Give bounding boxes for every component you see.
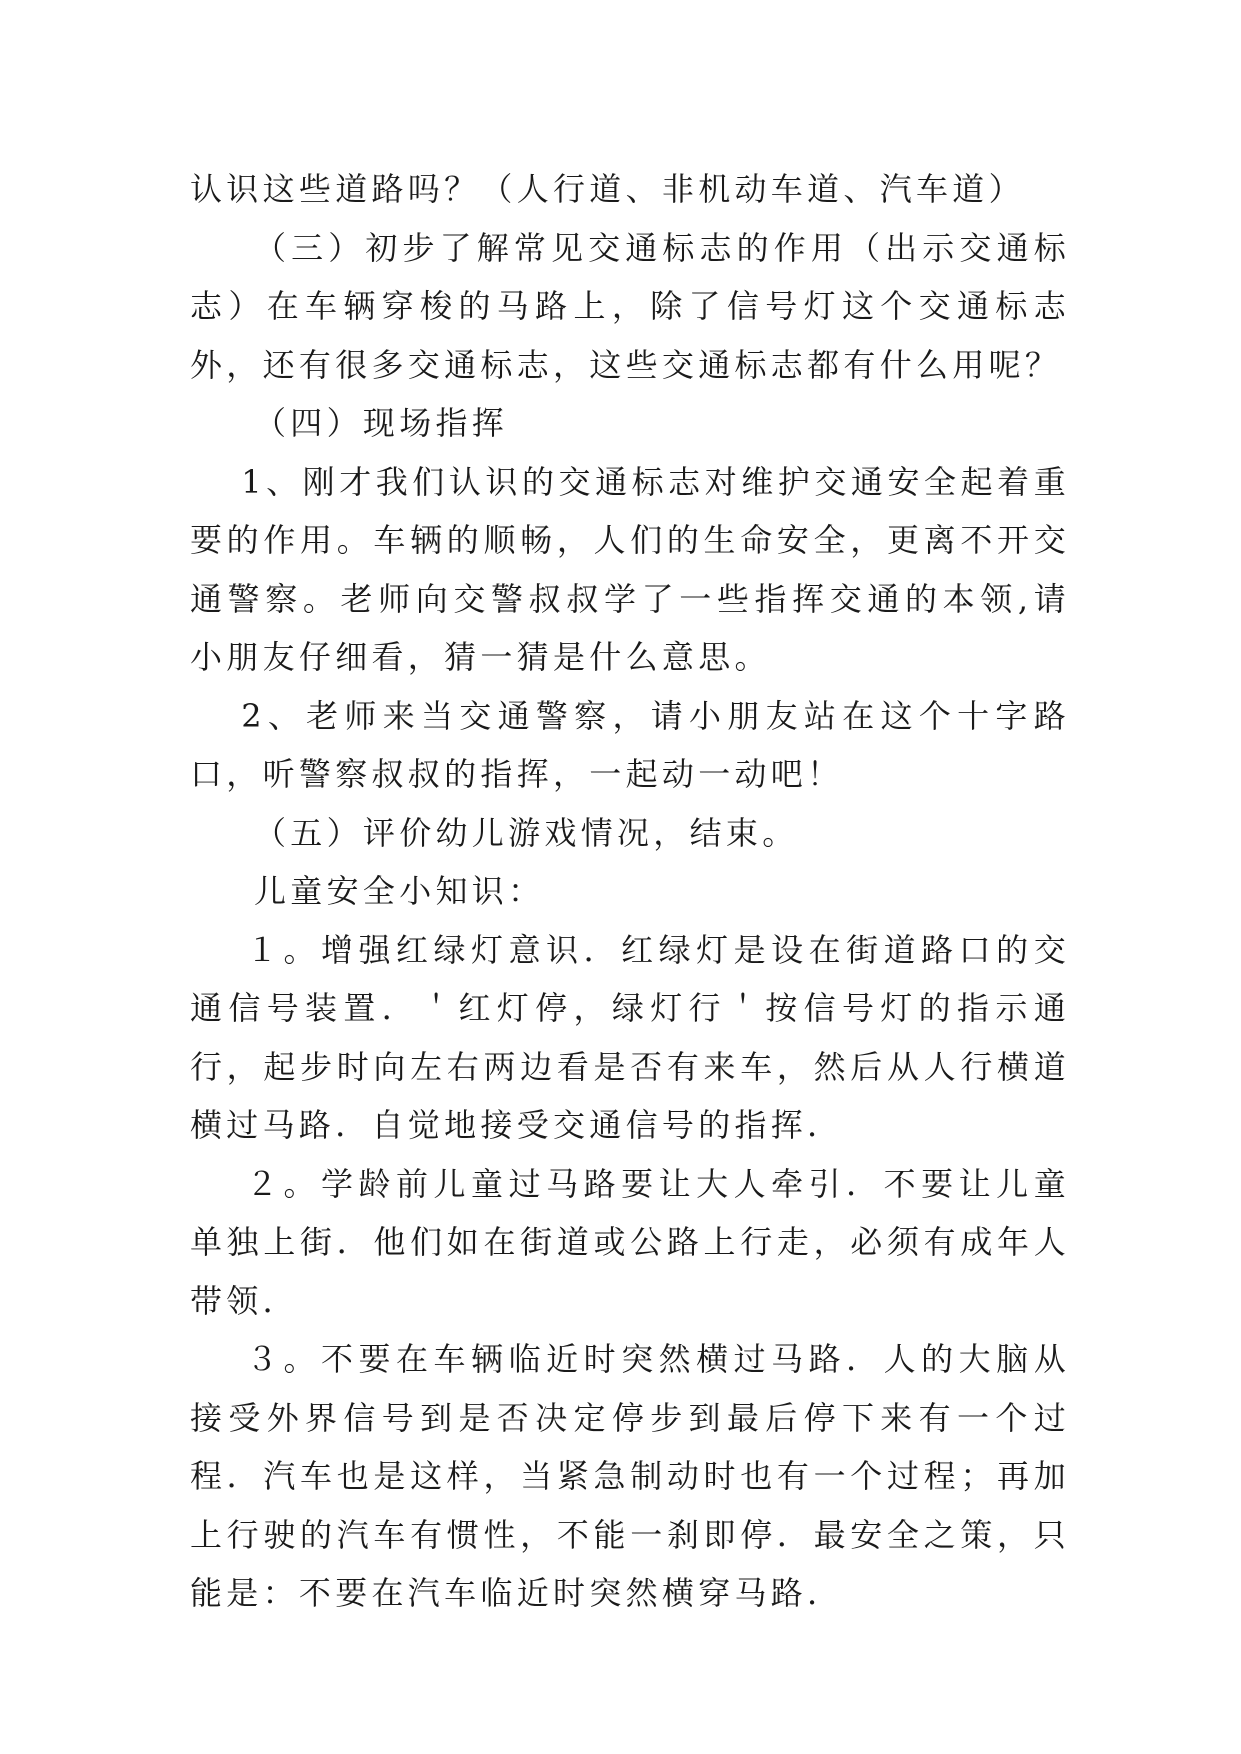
paragraph-section-three: （三）初步了解常见交通标志的作用（出示交通标志）在车辆穿梭的马路上，除了信号灯这个交通标志外，还有很多交通标志，这些交通标志都有什么用呢？ (190, 228, 1070, 384)
paragraph-road-types: 认识这些道路吗？（人行道、非机动车道、汽车道） (190, 170, 1025, 208)
document-body (190, 160, 1070, 1623)
paragraph-safety-heading: 儿童安全小知识： (254, 872, 545, 910)
paragraph-safety-tip-3: ３。不要在车辆临近时突然横过马路．人的大脑从接受外界信号到是否决定停步到最后停下来有一个过程．汽车也是这样，当紧急制动时也有一个过程；再加上行驶的汽车有惯性，不能一刹即停．最安全之策，只能是：不要在汽车临近时突然横穿马路． (190, 1340, 1070, 1612)
paragraph-section-five: （五）评价幼儿游戏情况，结束。 (254, 813, 799, 852)
paragraph-safety-tip-1: １。增强红绿灯意识．红绿灯是设在街道路口的交通信号装置．＇红灯停，绿灯行＇按信号灯的指示通行，起步时向左右两边看是否有来车，然后从人行横道横过马路．自觉地接受交通信号的指挥． (190, 930, 1070, 1144)
paragraph-section-four-heading: （四）现场指挥 (254, 404, 509, 442)
paragraph-command-one: 1、刚才我们认识的交通标志对维护交通安全起着重要的作用。车辆的顺畅，人们的生命安全，更离不开交通警察。老师向交警叔叔学了一些指挥交通的本领,请小朋友仔细看，猜一猜是什么意思。 (190, 462, 1070, 676)
paragraph-command-two: 2、老师来当交通警察，请小朋友站在这个十字路口，听警察叔叔的指挥，一起动一动吧！ (190, 696, 1070, 793)
paragraph-safety-tip-2: ２。学龄前儿童过马路要让大人牵引．不要让儿童单独上街．他们如在街道或公路上行走，必须有成年人带领． (190, 1164, 1070, 1320)
